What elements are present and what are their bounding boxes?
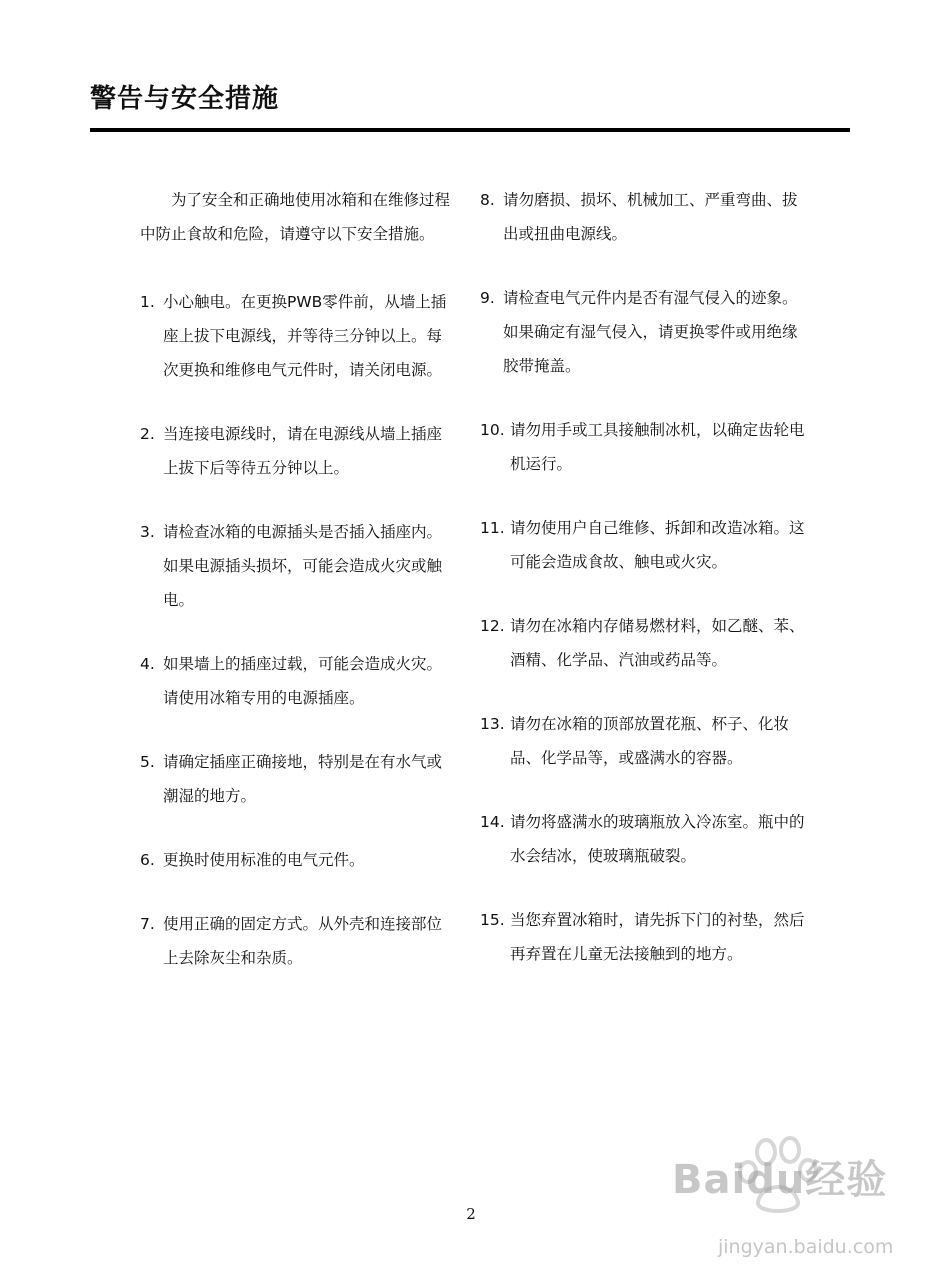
list-item <box>140 745 452 813</box>
item-number: 13. <box>480 715 505 733</box>
item-text: 当您弃置冰箱时，请先拆下门的衬垫，然后再弃置在儿童无法接触到的地方。 <box>510 911 805 963</box>
watermark-brand: Baidu经验 <box>672 1157 888 1203</box>
item-number: 5. <box>140 753 155 771</box>
item-text: 使用正确的固定方式。从外壳和连接部位上去除灰尘和杂质。 <box>163 915 443 967</box>
item-text: 小心触电。在更换PWB零件前，从墙上插座上拔下电源线，并等待三分钟以上。每次更换和维修电气元件时，请关闭电源。 <box>163 293 447 379</box>
item-number: 2. <box>140 425 155 443</box>
list-item <box>140 417 452 485</box>
item-text: 如果墙上的插座过载，可能会造成火灾。请使用冰箱专用的电源插座。 <box>163 655 443 707</box>
item-text: 请勿用手或工具接触制冰机，以确定齿轮电机运行。 <box>510 421 805 473</box>
list-item <box>140 285 452 387</box>
watermark-url: jingyan.baidu.com <box>718 1236 894 1258</box>
list-item <box>140 907 452 975</box>
item-text: 请检查电气元件内是否有湿气侵入的迹象。如果确定有湿气侵入，请更换零件或用绝缘胶带掩盖。 <box>503 289 798 375</box>
list-item <box>480 903 805 971</box>
item-text: 请勿在冰箱的顶部放置花瓶、杯子、化妆品、化学品等，或盛满水的容器。 <box>510 715 790 767</box>
item-text: 请勿在冰箱内存储易燃材料，如乙醚、苯、酒精、化学品、汽油或药品等。 <box>510 617 805 669</box>
left-column <box>140 183 452 1005</box>
list-item <box>480 413 805 481</box>
list-item <box>480 183 805 251</box>
item-number: 6. <box>140 851 155 869</box>
right-column <box>480 183 805 1001</box>
item-text: 请检查冰箱的电源插头是否插入插座内。如果电源插头损坏，可能会造成火灾或触电。 <box>163 523 443 609</box>
list-item <box>480 805 805 873</box>
page-number: 2 <box>466 1205 476 1223</box>
title-rule <box>90 128 850 132</box>
item-number: 12. <box>480 617 505 635</box>
item-text: 请确定插座正确接地，特别是在有水气或潮湿的地方。 <box>163 753 443 805</box>
item-text: 请勿将盛满水的玻璃瓶放入冷冻室。瓶中的水会结冰，使玻璃瓶破裂。 <box>510 813 805 865</box>
list-item <box>140 647 452 715</box>
item-text: 当连接电源线时，请在电源线从墙上插座上拔下后等待五分钟以上。 <box>163 425 443 477</box>
item-number: 8. <box>480 191 495 209</box>
list-item <box>480 281 805 383</box>
item-number: 3. <box>140 523 155 541</box>
list-item <box>140 515 452 617</box>
intro-paragraph: 为了安全和正确地使用冰箱和在维修过程中防止食故和危险，请遵守以下安全措施。 <box>140 191 451 243</box>
page-title: 警告与安全措施 <box>90 84 280 114</box>
list-item <box>480 707 805 775</box>
item-number: 7. <box>140 915 155 933</box>
list-item <box>480 609 805 677</box>
list-item <box>140 843 452 877</box>
item-number: 9. <box>480 289 495 307</box>
item-text: 请勿磨损、损坏、机械加工、严重弯曲、拔出或扭曲电源线。 <box>503 191 798 243</box>
item-text: 请勿使用户自己维修、拆卸和改造冰箱。这可能会造成食故、触电或火灾。 <box>510 519 805 571</box>
item-text: 更换时使用标准的电气元件。 <box>163 851 365 869</box>
list-item <box>480 511 805 579</box>
item-number: 14. <box>480 813 505 831</box>
item-number: 4. <box>140 655 155 673</box>
item-number: 11. <box>480 519 505 537</box>
item-number: 10. <box>480 421 505 439</box>
item-number: 15. <box>480 911 505 929</box>
item-number: 1. <box>140 293 155 311</box>
